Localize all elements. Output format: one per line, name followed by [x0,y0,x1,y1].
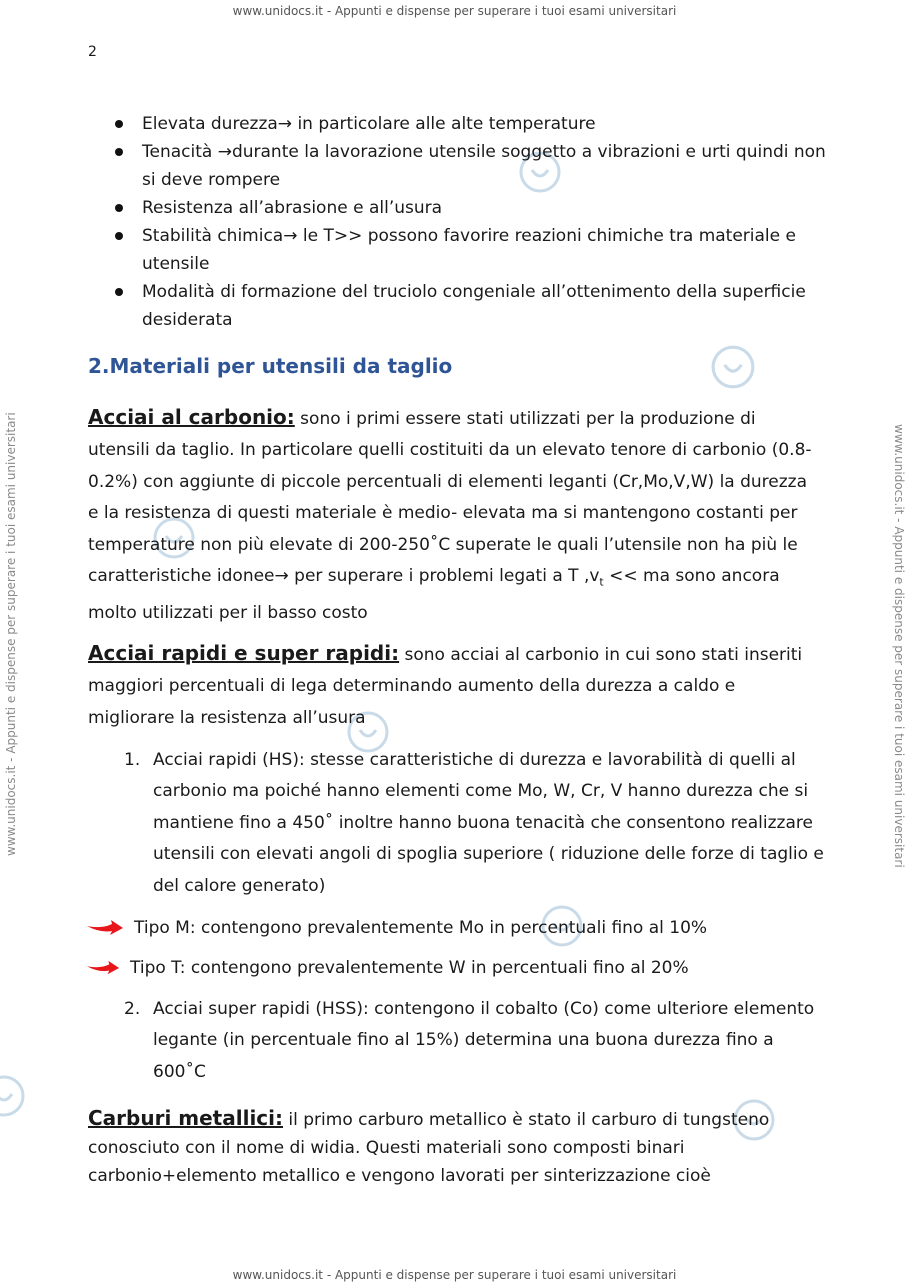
rapid-steel-term: Acciai rapidi e super rapidi: [88,641,400,665]
bullet-icon [115,232,123,240]
page-number: 2 [88,44,97,60]
carbides-term: Carburi metallici: [88,1106,284,1130]
list-item-2: 2. Acciai super rapidi (HSS): contengono il cobalto (Co) come ulteriore elemento legante (in percentuale fino al 15%) determina una buona durezza fino a 600˚C [124,999,815,1082]
unidocs-logo-icon [710,344,756,390]
unidocs-logo-icon [0,1074,26,1118]
list-item-1: 1. Acciai rapidi (HS): stesse caratteristiche di durezza e lavorabilità di quelli al carbonio ma poiché hanno elementi come Mo, W, Cr, V hanno durezza che si mantiene fino a 450˚ inoltre hanno buona tenacità che consentono realizzare utensili con elevati angoli di spoglia superiore ( riduzione delle forze di taglio e del calore generato) [124,750,824,896]
requirements-list [110,110,830,334]
arrow-item-type-m: Tipo M: contengono prevalentemente Mo in percentuali fino al 10% [86,914,707,942]
arrow-item-type-t: Tipo T: contengono prevalentemente W in percentuali fino al 20% [86,954,689,982]
carbides-paragraph: Carburi metallici: il primo carburo metallico è stato il carburo di tungsteno conosciuto con il nome di widia. Questi materiali sono composti binari carbonio+elemento metallico e vengono lavorati per sinterizzazione cioè [88,1106,770,1186]
watermark-side-right: www.unidocs.it - Appunti e dispense per superare i tuoi esami universitari [892,424,906,868]
red-arrow-icon [86,960,120,976]
watermark-header: www.unidocs.it - Appunti e dispense per superare i tuoi esami universitari [232,4,677,18]
carbon-steel-term: Acciai al carbonio: [88,405,295,429]
watermark-side-left: www.unidocs.it - Appunti e dispense per superare i tuoi esami universitari [4,412,18,856]
list-item: Tenacità →durante la lavorazione utensile soggetto a vibrazioni e urti quindi non si deve rompere [110,138,830,194]
bullet-icon [115,204,123,212]
rapid-steel-paragraph: Acciai rapidi e super rapidi: sono acciai al carbonio in cui sono stati inseriti maggiori percentuali di lega determinando aumento della durezza a caldo e migliorare la resistenza all’usura [88,641,803,728]
list-item: Stabilità chimica→ le T>> possono favorire reazioni chimiche tra materiale e utensile [110,222,830,278]
bullet-icon [115,148,123,156]
list-item: Resistenza all’abrasione e all’usura [110,194,830,222]
section-title: 2.Materiali per utensili da taglio [88,354,453,378]
carbon-steel-paragraph: Acciai al carbonio: sono i primi essere stati utilizzati per la produzione di utensili da taglio. In particolare quelli costituiti da un elevato tenore di carbonio (0.8-0.2%) con aggiunte di piccole percentuali di elementi leganti (Cr,Mo,V,W) la durezza e la resistenza di questi materiale è medio- elevata ma si mantengono costanti per temperature non più elevate di 200-250˚C superate le quali l’utensile non ha più le caratteristiche idonee→ per superare i problemi legati a T $,v_t$ << ma sono ancora molto utilizzati per il basso costo [88,405,812,623]
list-item: Elevata durezza→ in particolare alle alte temperature [110,110,830,138]
list-item: Modalità di formazione del truciolo congeniale all’ottenimento della superficie desiderata [110,278,830,334]
bullet-icon [115,120,123,128]
red-arrow-icon [86,920,124,936]
watermark-footer: www.unidocs.it - Appunti e dispense per superare i tuoi esami universitari [232,1268,677,1282]
bullet-icon [115,288,123,296]
